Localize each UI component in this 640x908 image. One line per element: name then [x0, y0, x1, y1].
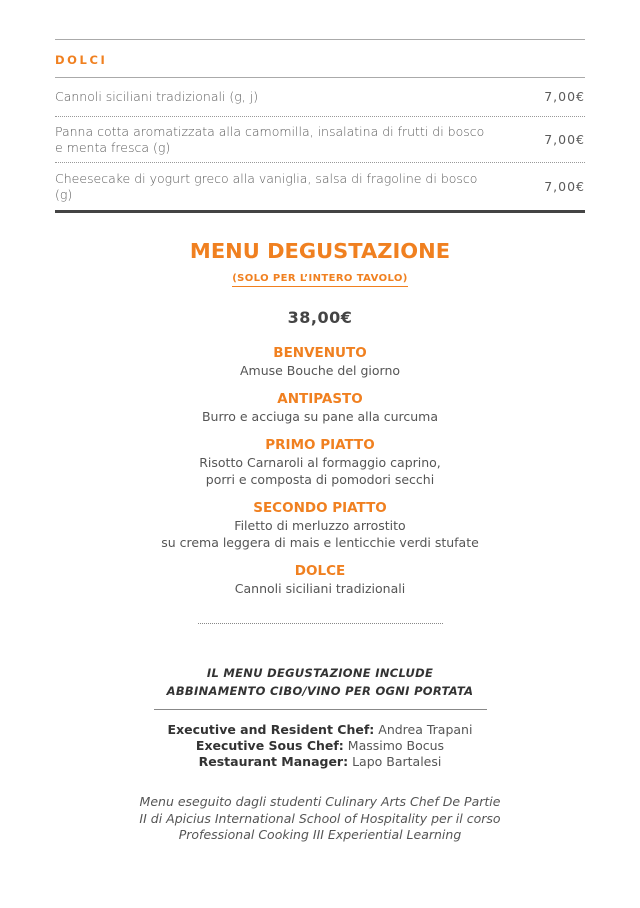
tasting-menu-subtitle: (SOLO PER L’INTERO TAVOLO): [232, 273, 408, 287]
course-secondo-piatto: [0, 500, 640, 551]
course-description: Cannoli siciliani tradizionali: [234, 581, 406, 596]
credits-line: Professional Cooking III Experiential Learning: [178, 827, 462, 842]
tasting-menu-price: 38,00€: [287, 308, 353, 327]
staff-row: [0, 738, 640, 754]
course-title: BENVENUTO: [273, 345, 367, 361]
dish-price: 7,00€: [544, 89, 585, 104]
solid-divider: [154, 709, 487, 710]
course-dolce: [0, 563, 640, 597]
staff-role: Executive Sous Chef:: [195, 738, 344, 753]
tasting-menu-title: MENU DEGUSTAZIONE: [189, 239, 451, 263]
dotted-divider: [198, 623, 443, 624]
dolci-section: [55, 39, 585, 213]
staff-role: Executive and Resident Chef:: [167, 722, 375, 737]
course-description: Burro e acciuga su pane alla curcuma: [201, 409, 439, 424]
includes-line: IL MENU DEGUSTAZIONE INCLUDE: [206, 666, 434, 680]
staff-row: [0, 754, 640, 770]
staff-name: Massimo Bocus: [347, 738, 445, 753]
credits-line: II di Apicius International School of Hospitality per il corso: [139, 810, 501, 826]
course-title: PRIMO PIATTO: [265, 437, 375, 453]
tasting-includes-note: [0, 664, 640, 700]
staff-name: Andrea Trapani: [378, 722, 473, 737]
section-title-dolci: DOLCI: [55, 53, 108, 67]
dish-row: [55, 163, 585, 213]
staff-name: Lapo Bartalesi: [352, 754, 442, 769]
staff-list: [0, 722, 640, 770]
course-description: su crema leggera di mais e lenticchie verdi stufate: [161, 535, 479, 550]
staff-role: Restaurant Manager:: [198, 754, 349, 769]
dish-name: Cannoli siciliani tradizionali (g, j): [55, 89, 259, 104]
course-description: porri e composta di pomodori secchi: [205, 472, 435, 487]
includes-line: ABBINAMENTO CIBO/VINO PER OGNI PORTATA: [166, 684, 474, 698]
credits-note: [0, 794, 640, 844]
course-primo-piatto: [0, 437, 640, 488]
dish-price: 7,00€: [544, 131, 585, 147]
course-benvenuto: [0, 345, 640, 379]
dish-row: [55, 78, 585, 117]
course-antipasto: [0, 391, 640, 425]
dish-price: 7,00€: [544, 178, 585, 194]
course-title: SECONDO PIATTO: [253, 500, 387, 516]
course-title: DOLCE: [294, 563, 346, 579]
course-description: Filetto di merluzzo arrostito: [234, 518, 406, 533]
course-title: ANTIPASTO: [277, 391, 363, 407]
course-description: Amuse Bouche del giorno: [239, 363, 401, 378]
top-divider: [55, 39, 585, 40]
staff-row: [0, 722, 640, 738]
dish-row: [55, 117, 585, 163]
course-list: [0, 345, 640, 597]
tasting-menu-section: [0, 238, 640, 844]
course-description: Risotto Carnaroli al formaggio caprino,: [199, 455, 441, 470]
credits-line: Menu eseguito dagli studenti Culinary Arts Chef De Partie: [139, 794, 501, 809]
dish-name: Cheesecake di yogurt greco alla vaniglia, salsa di fragoline di bosco (g): [55, 170, 478, 202]
dish-name: Panna cotta aromatizzata alla camomilla, insalatina di frutti di bosco e menta fresca (g): [55, 123, 485, 155]
